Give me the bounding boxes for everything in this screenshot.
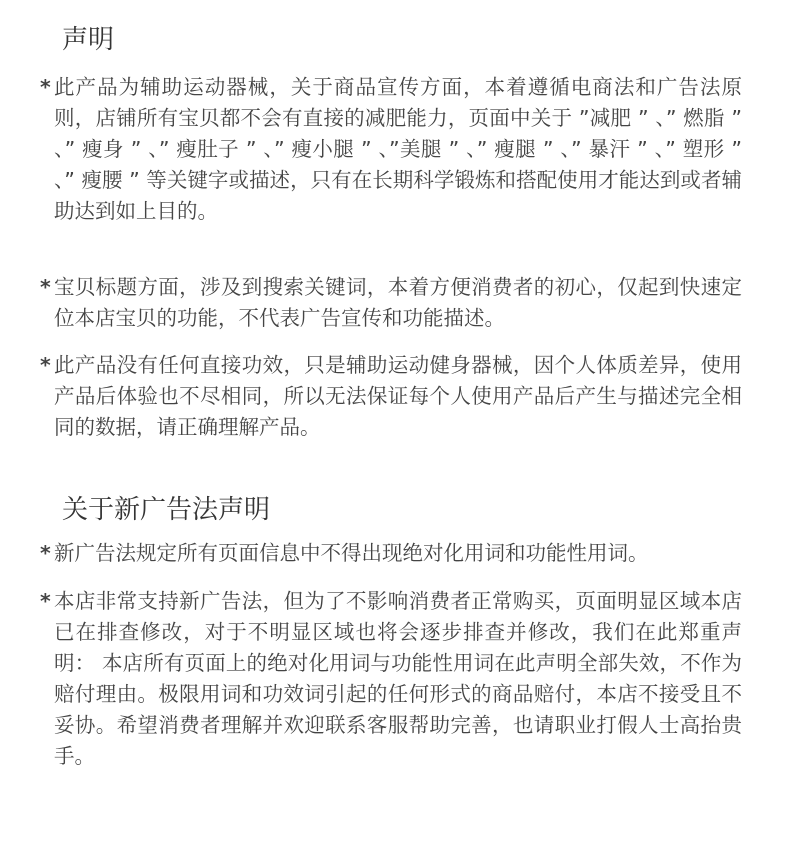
bullet-marker: * <box>40 589 51 613</box>
disclaimer-item <box>40 272 744 334</box>
bullet-marker: * <box>40 75 51 99</box>
disclaimer-text: 新广告法规定所有页面信息中不得出现绝对化用词和功能性用词。 <box>54 541 649 565</box>
disclaimer-text: 本店非常支持新广告法，但为了不影响消费者正常购买，页面明显区域本店已在排查修改，对于不明显区域也将会逐步排查并修改，我们在此郑重声明： 本店所有页面上的绝对化用词与功能性用词在此声明全部失效，不作为赔付理由。极限用词和功效词引起的任何形式的商品赔付，本店不接受且不妥协。希望消费者理解并欢迎联系客服帮助完善，也请职业打假人士高抬贵手。 <box>54 589 742 768</box>
section-title: 声明 <box>62 25 115 55</box>
disclaimer-item <box>40 586 744 772</box>
bullet-marker: * <box>40 353 51 377</box>
disclaimer-item <box>40 72 744 227</box>
disclaimer-item <box>40 538 744 569</box>
disclaimer-text: 宝贝标题方面，涉及到搜索关键词，本着方便消费者的初心，仅起到快速定位本店宝贝的功能，不代表广告宣传和功能描述。 <box>54 275 742 330</box>
disclaimer-item <box>40 350 744 443</box>
disclaimer-text: 此产品为辅助运动器械，关于商品宣传方面，本着遵循电商法和广告法原则，店铺所有宝贝都不会有直接的减肥能力，页面中关于 ”减肥 ” 、” 燃脂 ” 、” 瘦身 ” 、” 瘦肚子 ” 、” 瘦小腿 ” 、”美腿 ” 、” 瘦腿 ” 、” 暴汗 ” 、” 塑形 ” 、” 瘦腰 ” 等关键字或描述，只有在长期科学锻炼和搭配使用才能达到或者辅助达到如上目的。 <box>54 75 742 223</box>
bullet-marker: * <box>40 275 51 299</box>
section-title: 关于新广告法声明 <box>62 495 271 525</box>
disclaimer-text: 此产品没有任何直接功效，只是辅助运动健身器械，因个人体质差异，使用产品后体验也不尽相同，所以无法保证每个人使用产品后产生与描述完全相同的数据，请正确理解产品。 <box>54 353 742 439</box>
bullet-marker: * <box>40 541 51 565</box>
